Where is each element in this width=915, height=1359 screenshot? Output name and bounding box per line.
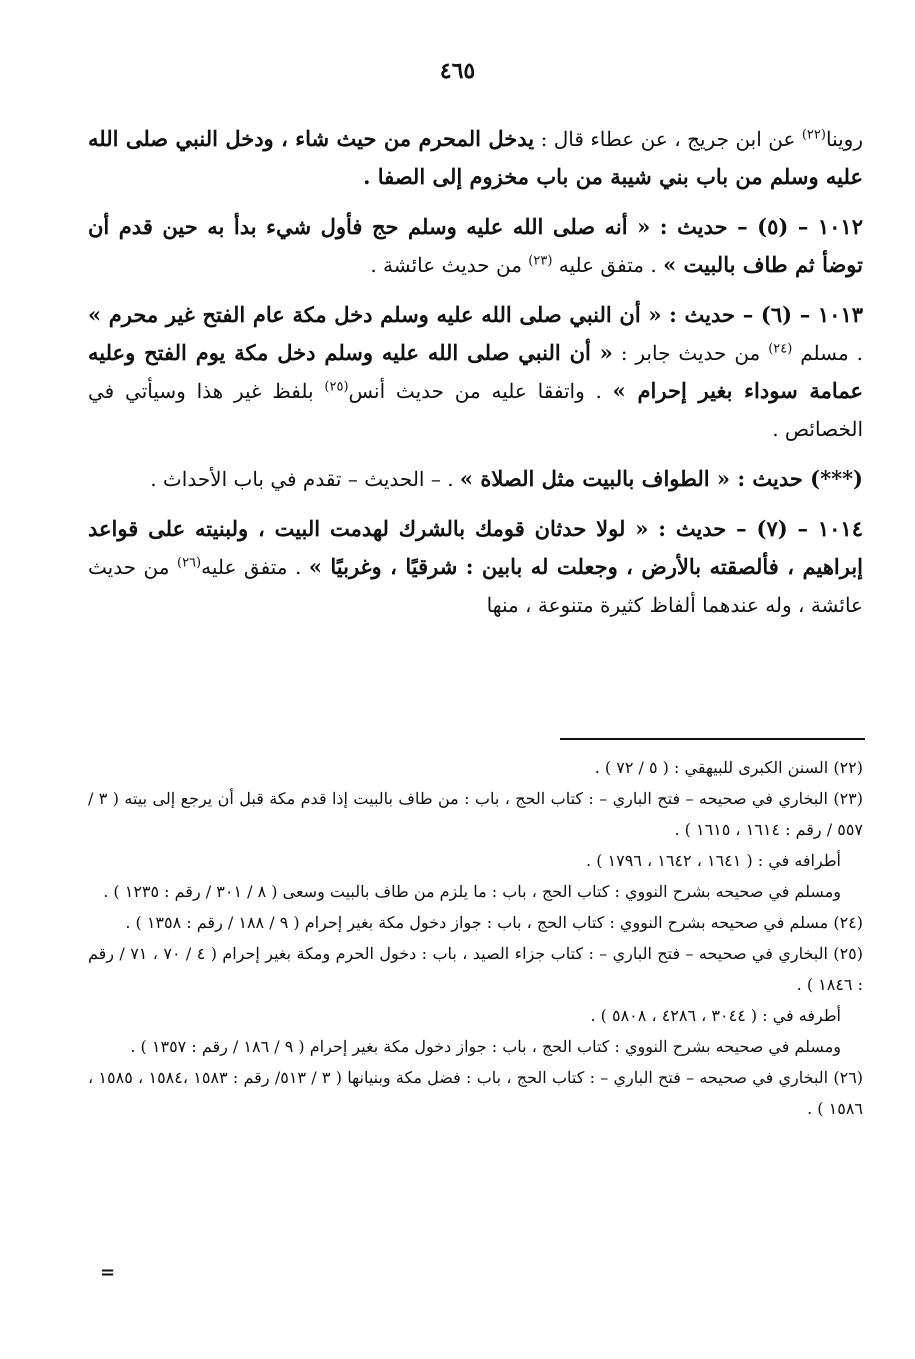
footnote-22: (٢٢) السنن الكبرى للبيهقي : ( ٥ / ٧٢ ) . <box>594 758 863 777</box>
text-span: . متفق عليه <box>201 555 309 579</box>
page-number: ٤٦٥ <box>439 58 476 84</box>
footnote-25-muslim: ومسلم في صحيحه بشرح النووي : كتاب الحج ، باب : جواز دخول مكة بغير إحرام ( ٩ / ١٨٦ / رقم : ١٣٥٧ ) . <box>130 1037 841 1056</box>
footnote-ref-23: (٢٣) <box>528 253 553 269</box>
text-span: بلفظ غير هذا وسيأتي في الخصائص . <box>88 379 863 441</box>
hadith-text: « أن النبي صلى الله عليه وسلم دخل مكة يوم الفتح وعليه عمامة سوداء بغير إحرام » <box>88 340 863 403</box>
footnote-ref-26: (٢٦) <box>177 555 202 571</box>
text-span: من حديث عائشة ، وله عندهما ألفاظ كثيرة متنوعة ، منها <box>88 555 863 617</box>
hadith-1013 <box>88 296 863 448</box>
footnote-ref-25: (٢٥) <box>324 379 349 395</box>
text-span: . متفق عليه <box>552 253 664 277</box>
hadith-text: ١٠١٣ – (٦) – حديث : « أن النبي صلى الله عليه وسلم دخل مكة عام الفتح غير محرم » <box>88 302 864 327</box>
text-span: من حديث عائشة . <box>370 253 529 277</box>
footnote-23-muslim: ومسلم في صحيحه بشرح النووي : كتاب الحج ، باب : ما يلزم من طاف بالبيت وسعى ( ٨ / ٣٠١ / رقم : ١٢٣٥ ) . <box>103 882 841 901</box>
text-span: عن ابن جريج ، عن عطاء قال : <box>534 127 802 151</box>
hadith-text: ١٠١٢ – (٥) – حديث : « أنه صلى الله عليه وسلم حج فأول شيء بدأ به حين قدم أن توضأ ثم طاف بالبيت » <box>88 214 863 277</box>
text-span: من حديث جابر : <box>612 341 769 365</box>
footnote-ref-22: (٢٢) <box>801 127 826 143</box>
footnote-25-atraf: أطرفه في : ( ٣٠٤٤ ، ٤٢٨٦ ، ٥٨٠٨ ) . <box>590 1006 841 1025</box>
text-span: . مسلم <box>792 341 863 365</box>
text-span: . – الحديث – تقدم في باب الأحداث . <box>150 467 460 491</box>
hadith-1012 <box>88 208 863 284</box>
text-span: روينا <box>825 127 863 151</box>
continuation-mark: = <box>100 1262 116 1283</box>
hadith-tawaf <box>88 460 863 498</box>
footnote-23: (٢٣) البخاري في صحيحه – فتح الباري – : كتاب الحج ، باب : من طاف بالبيت إذا قدم مكة قبل أن يرجع إلى بيته ( ٣ / ٥٥٧ / رقم : ١٦١٤ ، ١٦١٥ ) . <box>88 789 863 839</box>
footnote-23-atraf: أطرافه في : ( ١٦٤١ ، ١٦٤٢ ، ١٧٩٦ ) . <box>586 851 841 870</box>
paragraph-1 <box>88 120 863 196</box>
hadith-text: (***) حديث : « الطواف بالبيت مثل الصلاة » <box>459 466 863 491</box>
bold-text: يدخل المحرم من حيث شاء ، ودخل النبي صلى الله عليه وسلم من باب بني شيبة من باب مخزوم إلى الصفا . <box>88 126 863 189</box>
footnote-25: (٢٥) البخاري في صحيحه – فتح الباري – : كتاب جزاء الصيد ، باب : دخول الحرم ومكة بغير إحرام ( ٤ / ٧٠ ، ٧١ / رقم : ١٨٤٦ ) . <box>88 944 863 994</box>
footnote-separator <box>560 738 865 740</box>
main-text <box>88 120 863 636</box>
text-span: . واتفقا عليه من حديث أنس <box>348 379 613 403</box>
footnote-ref-24: (٢٤) <box>768 341 793 357</box>
hadith-text: ١٠١٤ – (٧) – حديث : « لولا حدثان قومك بالشرك لهدمت البيت ، ولبنيته على قواعد إبراهيم ، فألصقته بالأرض ، وجعلت له بابين : شرقيًا ، وغربيًا » <box>88 516 863 579</box>
footnote-26: (٢٦) البخاري في صحيحه – فتح الباري – : كتاب الحج ، باب : فضل مكة وبنيانها ( ٣ / ٥١٣/ رقم : ١٥٨٣ ،١٥٨٤ ، ١٥٨٥ ، ١٥٨٦ ) . <box>88 1068 864 1118</box>
footnote-24: (٢٤) مسلم في صحيحه بشرح النووي : كتاب الحج ، باب : جواز دخول مكة بغير إحرام ( ٩ / ١٨٨ / رقم : ١٣٥٨ ) . <box>125 913 863 932</box>
hadith-1014 <box>88 510 863 624</box>
footnotes <box>88 752 863 1124</box>
